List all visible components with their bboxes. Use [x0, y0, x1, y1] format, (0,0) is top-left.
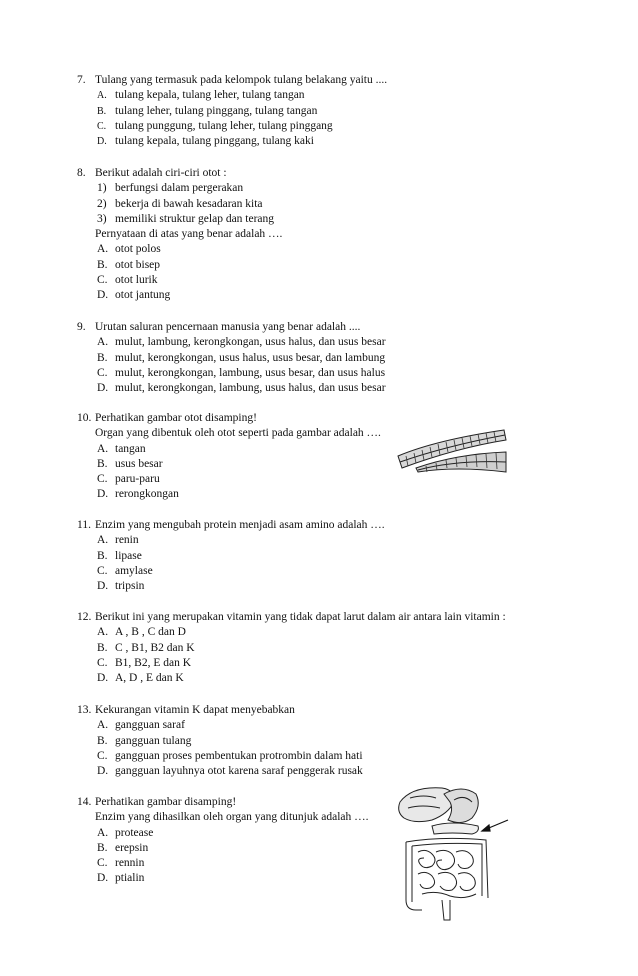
- option-a[interactable]: [0, 625, 638, 640]
- option-label: B.: [97, 641, 108, 654]
- question-13: [0, 703, 638, 779]
- option-text: erepsin: [115, 841, 149, 854]
- option-text: renin: [115, 534, 139, 547]
- question-number: 9.: [77, 321, 86, 333]
- option-text: gangguan proses pembentukan protrombin dalam hati: [115, 749, 363, 762]
- question-stem-line-2: Enzim yang dihasilkan oleh organ yang ditunjuk adalah ….: [95, 811, 369, 824]
- option-label: B.: [97, 457, 108, 470]
- option-text: A , B , C dan D: [115, 626, 186, 639]
- option-label: A.: [97, 626, 109, 639]
- smooth-muscle-figure: [396, 428, 508, 474]
- option-text: C , B1, B2 dan K: [115, 641, 195, 654]
- option-b[interactable]: [0, 841, 638, 856]
- option-text: B1, B2, E dan K: [115, 656, 192, 669]
- option-text: otot polos: [115, 243, 161, 256]
- option-label: D.: [97, 136, 107, 148]
- option-label: C.: [97, 366, 108, 379]
- statement-label: 2): [97, 197, 107, 210]
- option-text: tripsin: [115, 580, 145, 593]
- question-stem: Perhatikan gambar otot disamping!: [95, 412, 257, 424]
- option-b[interactable]: [0, 258, 638, 273]
- digestive-system-figure: [392, 780, 510, 930]
- option-label: A.: [97, 719, 109, 732]
- option-text: protease: [115, 826, 154, 839]
- question-10: [0, 411, 638, 503]
- question-stem: Berikut ini yang merupakan vitamin yang tidak dapat larut dalam air antara lain vitamin :: [95, 611, 506, 623]
- option-text: otot bisep: [115, 258, 161, 271]
- option-text: tulang punggung, tulang leher, tulang pinggang: [115, 119, 333, 132]
- option-a[interactable]: [0, 335, 638, 350]
- option-text: tangan: [115, 442, 146, 455]
- option-label: B.: [97, 841, 108, 854]
- option-b[interactable]: [0, 457, 638, 472]
- option-label: B.: [97, 734, 108, 747]
- question-9: [0, 320, 638, 396]
- option-text: otot jantung: [115, 289, 171, 302]
- statement-1: [0, 181, 638, 196]
- option-b[interactable]: [0, 351, 638, 366]
- option-label: A.: [97, 442, 109, 455]
- statement-text: memiliki struktur gelap dan terang: [115, 212, 275, 225]
- option-d[interactable]: [0, 579, 638, 594]
- option-b[interactable]: [0, 549, 638, 564]
- question-8: [0, 166, 638, 304]
- option-text: gangguan saraf: [115, 719, 185, 732]
- option-c[interactable]: [0, 564, 638, 579]
- option-a[interactable]: [0, 242, 638, 257]
- option-label: D.: [97, 289, 109, 302]
- question-11: [0, 518, 638, 594]
- statement-3: [0, 212, 638, 227]
- option-b[interactable]: [0, 734, 638, 749]
- option-label: C.: [97, 656, 108, 669]
- question-7: [0, 73, 638, 149]
- option-label: A.: [97, 336, 109, 349]
- option-text: mulut, kerongkongan, lambung, usus besar, dan usus halus: [115, 366, 386, 379]
- question-14: [0, 795, 638, 887]
- option-b[interactable]: [0, 104, 638, 119]
- question-number: 10.: [77, 412, 92, 424]
- option-text: rerongkongan: [115, 488, 179, 501]
- option-label: D.: [97, 672, 109, 685]
- option-text: lipase: [115, 549, 142, 562]
- option-text: tulang leher, tulang pinggang, tulang tangan: [115, 104, 318, 117]
- option-label: B.: [97, 105, 107, 117]
- statement-label: 1): [97, 182, 107, 195]
- option-d[interactable]: [0, 671, 638, 686]
- option-text: mulut, kerongkongan, usus halus, usus besar, dan lambung: [115, 351, 386, 364]
- option-text: mulut, kerongkongan, lambung, usus halus, dan usus besar: [115, 382, 386, 395]
- question-stem: Berikut adalah ciri-ciri otot :: [95, 167, 227, 179]
- option-text: A, D , E dan K: [115, 672, 184, 685]
- option-label: D.: [97, 580, 109, 593]
- option-label: D.: [97, 488, 109, 501]
- question-stem: Tulang yang termasuk pada kelompok tulang belakang yaitu ....: [95, 74, 388, 86]
- option-label: C.: [97, 749, 108, 762]
- option-d[interactable]: [0, 134, 638, 149]
- question-number: 11.: [77, 519, 91, 531]
- option-a[interactable]: [0, 442, 638, 457]
- option-text: rennin: [115, 857, 145, 870]
- question-stem: Kekurangan vitamin K dapat menyebabkan: [95, 704, 295, 716]
- option-label: C.: [97, 473, 108, 486]
- option-label: A.: [97, 90, 107, 102]
- option-label: D.: [97, 872, 109, 885]
- option-label: C.: [97, 564, 108, 577]
- option-label: A.: [97, 826, 109, 839]
- option-a[interactable]: [0, 533, 638, 548]
- option-text: gangguan layuhnya otot karena saraf penggerak rusak: [115, 765, 363, 778]
- option-text: amylase: [115, 564, 153, 577]
- question-12: [0, 610, 638, 686]
- option-text: otot lurik: [115, 274, 158, 287]
- option-text: ptialin: [115, 872, 145, 885]
- option-a[interactable]: [0, 718, 638, 733]
- option-label: B.: [97, 258, 108, 271]
- option-c[interactable]: [0, 856, 638, 871]
- question-stem: Urutan saluran pencernaan manusia yang benar adalah ....: [95, 321, 361, 333]
- question-number: 7.: [77, 74, 86, 86]
- option-text: mulut, lambung, kerongkongan, usus halus, dan usus besar: [115, 336, 386, 349]
- option-d[interactable]: [0, 288, 638, 303]
- option-c[interactable]: [0, 273, 638, 288]
- option-label: D.: [97, 765, 109, 778]
- statement-2: [0, 197, 638, 212]
- option-d[interactable]: [0, 381, 638, 396]
- question-stem: Enzim yang mengubah protein menjadi asam amino adalah ….: [95, 519, 385, 531]
- option-c[interactable]: [0, 366, 638, 381]
- question-stem-line-2: Organ yang dibentuk oleh otot seperti pada gambar adalah ….: [95, 427, 381, 440]
- option-label: A.: [97, 243, 109, 256]
- question-prompt: Pernyataan di atas yang benar adalah ….: [95, 228, 283, 241]
- option-label: C.: [97, 857, 108, 870]
- option-a[interactable]: [0, 88, 638, 103]
- question-number: 8.: [77, 167, 86, 179]
- question-number: 13.: [77, 704, 92, 716]
- option-c[interactable]: [0, 656, 638, 671]
- option-c[interactable]: [0, 472, 638, 487]
- option-label: C.: [97, 120, 107, 132]
- statement-text: bekerja di bawah kesadaran kita: [115, 197, 263, 210]
- option-c[interactable]: [0, 119, 638, 134]
- question-number: 12.: [77, 611, 92, 623]
- statement-label: 3): [97, 212, 107, 225]
- option-text: paru-paru: [115, 473, 160, 486]
- option-label: A.: [97, 534, 109, 547]
- option-text: tulang kepala, tulang leher, tulang tangan: [115, 89, 305, 102]
- option-label: D.: [97, 382, 109, 395]
- option-a[interactable]: [0, 826, 638, 841]
- option-b[interactable]: [0, 641, 638, 656]
- option-d[interactable]: [0, 871, 638, 886]
- option-c[interactable]: [0, 749, 638, 764]
- option-label: B.: [97, 549, 108, 562]
- option-d[interactable]: [0, 764, 638, 779]
- statement-text: berfungsi dalam pergerakan: [115, 182, 244, 195]
- option-label: B.: [97, 351, 108, 364]
- option-text: usus besar: [115, 457, 163, 470]
- question-number: 14.: [77, 796, 92, 808]
- question-stem: Perhatikan gambar disamping!: [95, 796, 237, 808]
- option-d[interactable]: [0, 487, 638, 502]
- option-label: C.: [97, 274, 108, 287]
- option-text: gangguan tulang: [115, 734, 192, 747]
- option-text: tulang kepala, tulang pinggang, tulang kaki: [115, 135, 314, 148]
